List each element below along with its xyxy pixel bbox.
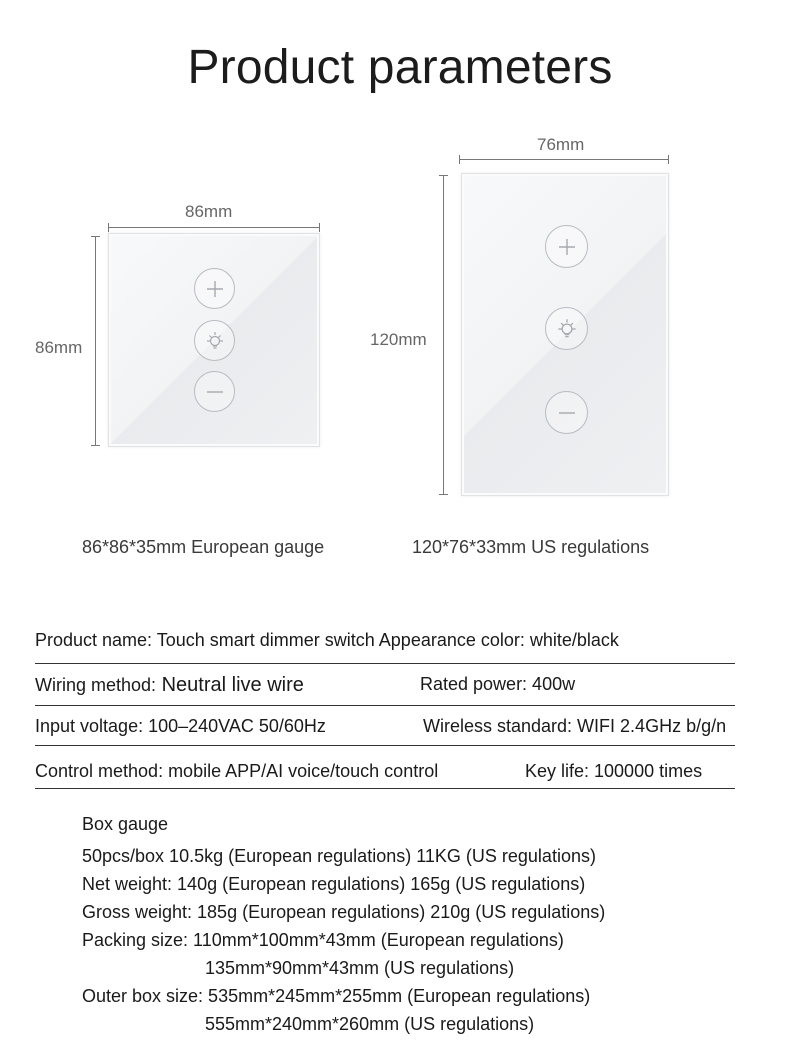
spec-control-method: Control method: mobile APP/AI voice/touch control [35,761,439,781]
spec-wiring-method [35,674,304,697]
page-title: Product parameters [187,41,613,94]
spec-input-voltage: Input voltage: 100–240VAC 50/60Hz [35,716,326,736]
eu-caption: 86*86*35mm European gauge [82,537,325,557]
spec-divider [35,663,735,664]
box-gauge-line: 555mm*240mm*260mm (US regulations) [205,1014,535,1034]
spec-divider [35,705,735,706]
us-width-dimension-line [459,159,669,160]
plus-icon [545,225,588,268]
box-gauge-line: 50pcs/box 10.5kg (European regulations) 11KG (US regulations) [82,846,596,866]
box-gauge-line: Gross weight: 185g (European regulations) 210g (US regulations) [82,902,606,922]
spec-product-name: Product name: Touch smart dimmer switch Appearance color: white/black [35,630,619,650]
light-bulb-icon [545,307,588,350]
us-caption: 120*76*33mm US regulations [412,537,650,557]
minus-icon [194,371,235,412]
us-height-dimension-line [443,175,444,495]
box-gauge-line: Outer box size: 535mm*245mm*255mm (European regulations) [82,986,591,1006]
eu-width-label: 86mm [185,202,233,221]
eu-width-dimension-line [108,227,320,228]
eu-switch-panel [108,233,320,447]
box-gauge-line: Net weight: 140g (European regulations) 165g (US regulations) [82,874,586,894]
box-gauge-heading: Box gauge [82,814,169,834]
spec-key-life: Key life: 100000 times [525,761,703,781]
spec-divider [35,788,735,789]
spec-wiring-label: Wiring method: [35,675,157,695]
plus-icon [194,268,235,309]
eu-height-label: 86mm [35,338,83,357]
us-width-label: 76mm [537,135,585,154]
minus-icon [545,391,588,434]
eu-height-dimension-line [95,236,96,446]
spec-wireless-standard: Wireless standard: WIFI 2.4GHz b/g/n [423,716,727,736]
spec-rated-power: Rated power: 400w [420,674,576,694]
spec-divider [35,745,735,746]
light-bulb-icon [194,320,235,361]
box-gauge-line: Packing size: 110mm*100mm*43mm (European regulations) [82,930,564,950]
spec-wiring-value: Neutral live wire [156,674,304,696]
us-switch-panel [461,173,669,496]
us-height-label: 120mm [370,330,427,349]
box-gauge-line: 135mm*90mm*43mm (US regulations) [205,958,515,978]
